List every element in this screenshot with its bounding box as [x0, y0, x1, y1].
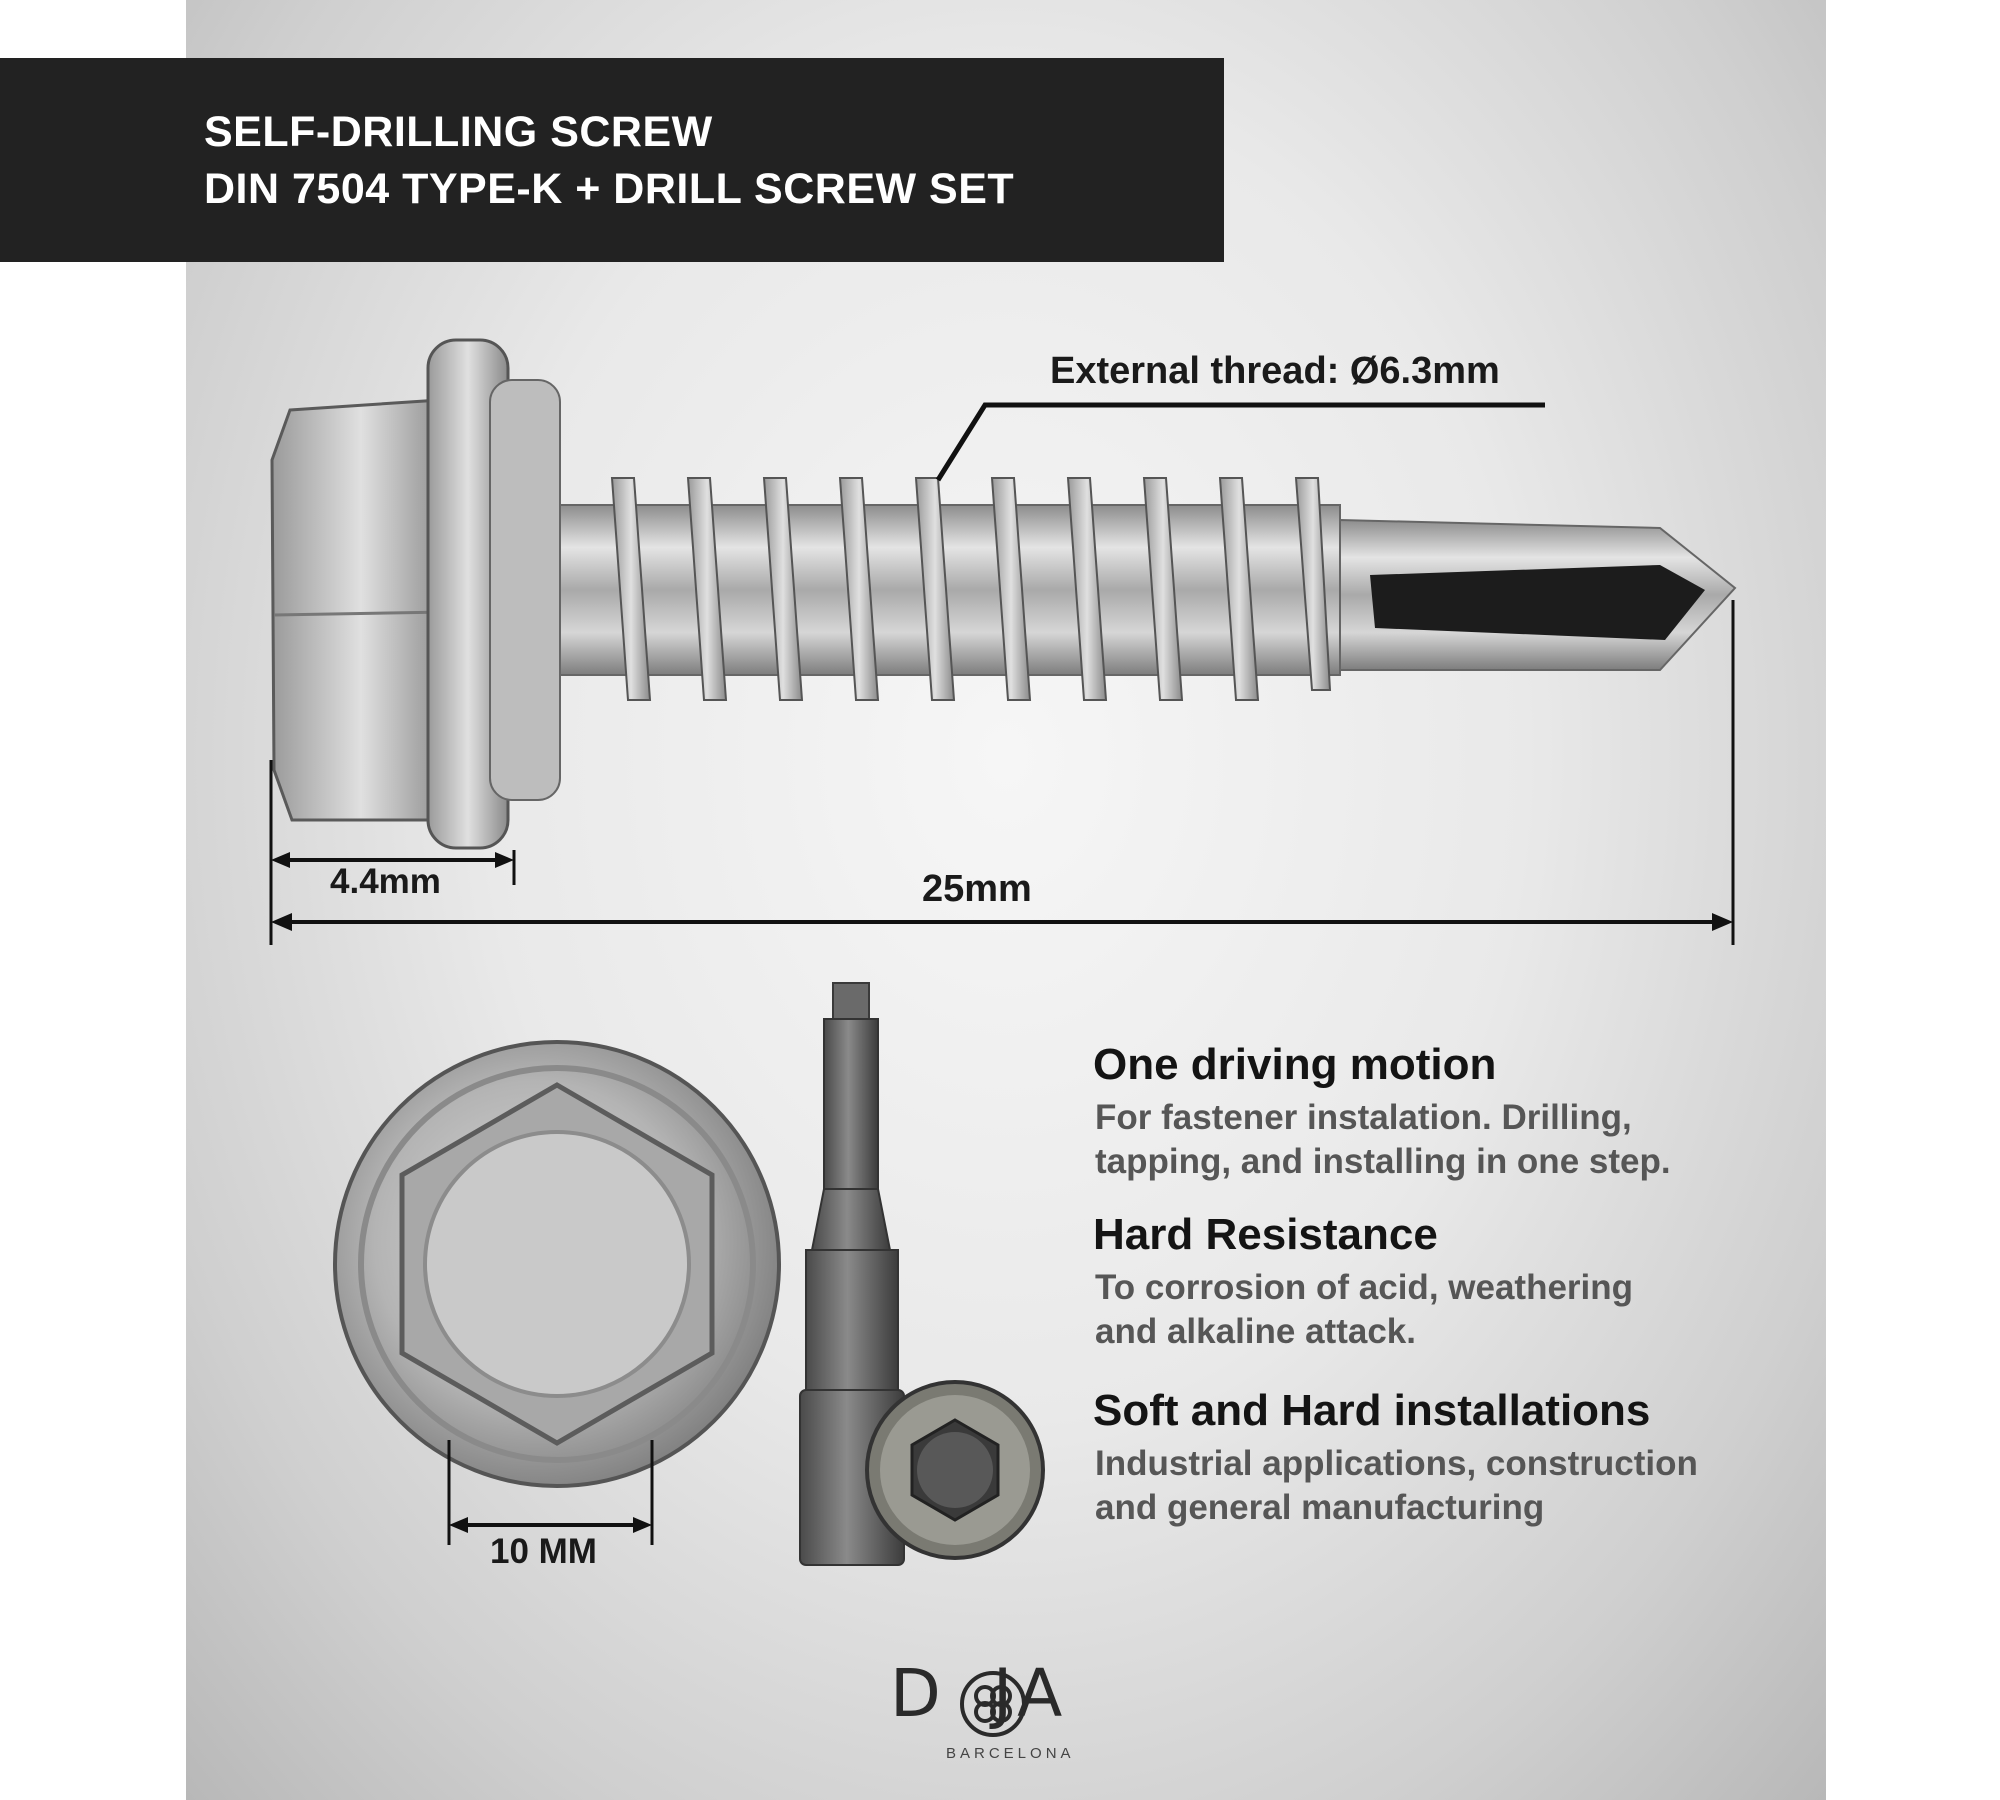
feature-description-line: tapping, and installing in one step. [1095, 1142, 1671, 1181]
feature-description-line: For fastener instalation. Drilling, [1095, 1098, 1632, 1137]
feature-description-line: Industrial applications, construction [1095, 1444, 1698, 1483]
feature-description-line: and alkaline attack. [1095, 1312, 1416, 1351]
product-title: SELF-DRILLING SCREW [204, 108, 713, 156]
socket-end-view [867, 1382, 1043, 1558]
length-label: 25mm [922, 868, 1032, 910]
brand-logo-subtitle: BARCELONA [946, 1745, 1075, 1762]
product-subtitle: DIN 7504 TYPE-K + DRILL SCREW SET [204, 165, 1015, 213]
screw-top-view [335, 1042, 779, 1486]
feature-description-line: To corrosion of acid, weathering [1095, 1268, 1634, 1307]
screw-side-view [272, 340, 1735, 848]
feature-title: Soft and Hard installations [1093, 1386, 1651, 1435]
feature-description-line: and general manufacturing [1095, 1488, 1545, 1527]
thread-callout-line [938, 405, 1545, 480]
feature-description [1095, 1266, 1795, 1354]
feature-title: One driving motion [1093, 1040, 1497, 1089]
thread-diameter-label: External thread: Ø6.3mm [1050, 350, 1500, 392]
brand-logo-text: D JA [890, 1655, 1069, 1732]
feature-title: Hard Resistance [1093, 1210, 1438, 1259]
head-width-label: 10 MM [490, 1532, 597, 1571]
head-height-label: 4.4mm [330, 862, 441, 901]
feature-description [1095, 1096, 1795, 1184]
feature-description [1095, 1442, 1795, 1530]
